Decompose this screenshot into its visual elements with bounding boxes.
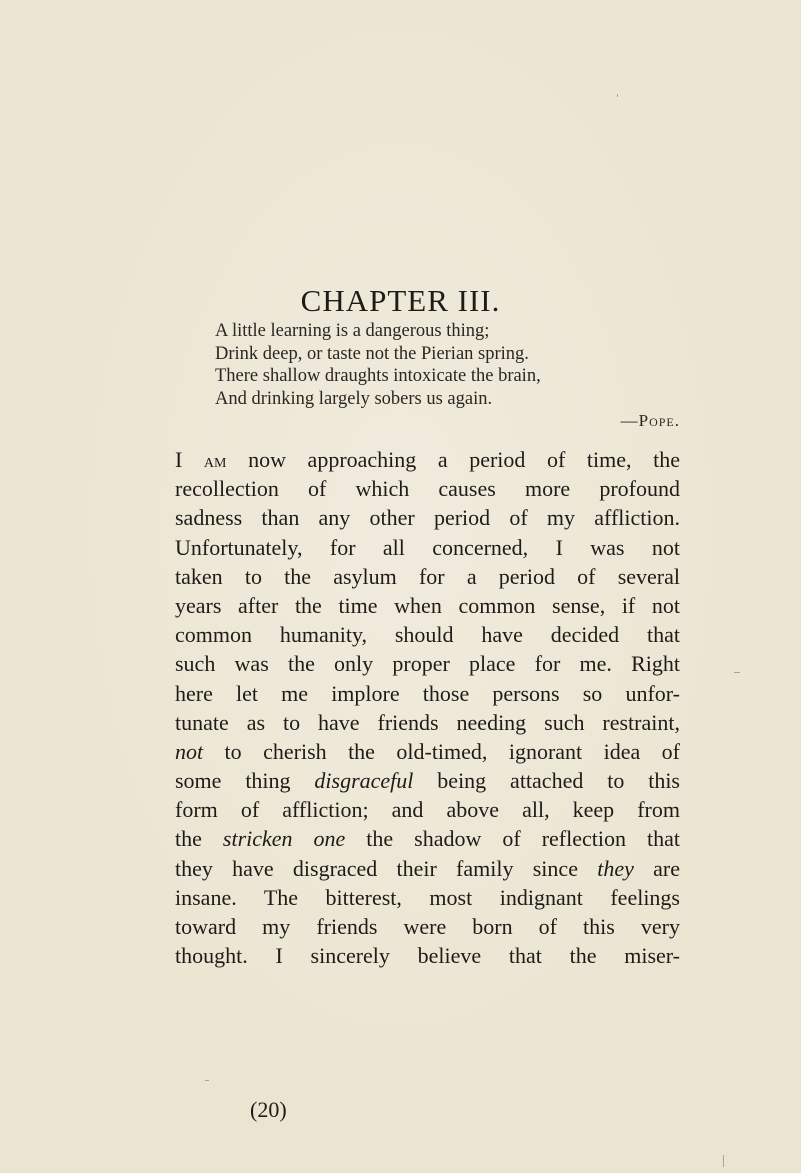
body-text-segment: stricken one [222, 826, 346, 852]
paper-speck [734, 672, 740, 673]
body-line [175, 766, 680, 795]
body-text-segment: taken to the asylum for a period of several [175, 563, 680, 589]
body-text-segment: common humanity, should have decided that [175, 622, 680, 648]
body-line [175, 883, 680, 912]
body-line [175, 533, 680, 562]
body-line [175, 679, 680, 708]
body-text-segment: years after the time when common sense, if not [175, 592, 680, 618]
body-text-segment: to cherish the old-timed, ignorant idea of [203, 738, 680, 764]
body-text-segment: they [597, 855, 634, 881]
body-line [175, 708, 680, 737]
body-text-segment: the [175, 826, 223, 852]
body-text-segment: they have disgraced their family since [175, 855, 598, 881]
body-paragraph [175, 445, 680, 970]
page-number: (20) [250, 1097, 287, 1122]
epigraph-line: A little learning is a dangerous thing; [215, 321, 490, 341]
body-text-segment: such was the only proper place for me. Right [175, 651, 680, 677]
body-text-segment: sadness than any other period of my affliction. [175, 505, 680, 531]
paper-speck [617, 94, 618, 97]
body-text-segment: now approaching a period of time, the [226, 447, 680, 472]
body-text-segment: recollection of which causes more profound [175, 476, 680, 502]
body-text-segment: the shadow of reflection that [345, 826, 680, 852]
body-text-segment: not [175, 738, 204, 764]
epigraph [215, 320, 685, 410]
body-line [175, 503, 680, 532]
body-text-segment: here let me implore those persons so unfor- [175, 680, 680, 706]
epigraph-line: Drink deep, or taste not the Pierian spring. [215, 343, 529, 364]
epigraph-line: And drinking largely sobers us again. [215, 388, 493, 409]
body-text-segment: am [203, 450, 227, 472]
body-line [175, 854, 680, 883]
body-text-segment: are [633, 855, 680, 881]
body-text-segment: disgraceful [314, 768, 414, 794]
body-line [175, 474, 680, 503]
body-text-segment: being attached to this [413, 768, 680, 794]
body-line [175, 912, 680, 941]
body-text-segment: Unfortunately, for all concerned, I was not [175, 534, 680, 560]
paper-speck [205, 1080, 209, 1081]
body-line [175, 941, 680, 970]
body-line [175, 824, 680, 853]
body-text-segment: I [175, 447, 204, 472]
paper-speck [723, 1155, 724, 1167]
body-line [175, 620, 680, 649]
body-line [175, 562, 680, 591]
body-line [175, 737, 680, 766]
body-line [175, 795, 680, 824]
body-text-segment: form of affliction; and above all, keep from [175, 797, 680, 823]
body-text-segment: tunate as to have friends needing such restraint, [175, 709, 680, 735]
epigraph-line: There shallow draughts intoxicate the brain, [215, 366, 541, 386]
chapter-title: CHAPTER III. [300, 283, 501, 318]
body-line [175, 591, 680, 620]
body-line [175, 445, 680, 474]
body-line [175, 649, 680, 678]
body-text-segment: thought. I sincerely believe that the miser- [175, 943, 680, 969]
body-text-segment: insane. The bitterest, most indignant feelings [175, 884, 680, 910]
body-text-segment: some thing [175, 768, 315, 794]
epigraph-attribution: —Pope. [620, 411, 680, 430]
body-text-segment: toward my friends were born of this very [175, 914, 680, 939]
